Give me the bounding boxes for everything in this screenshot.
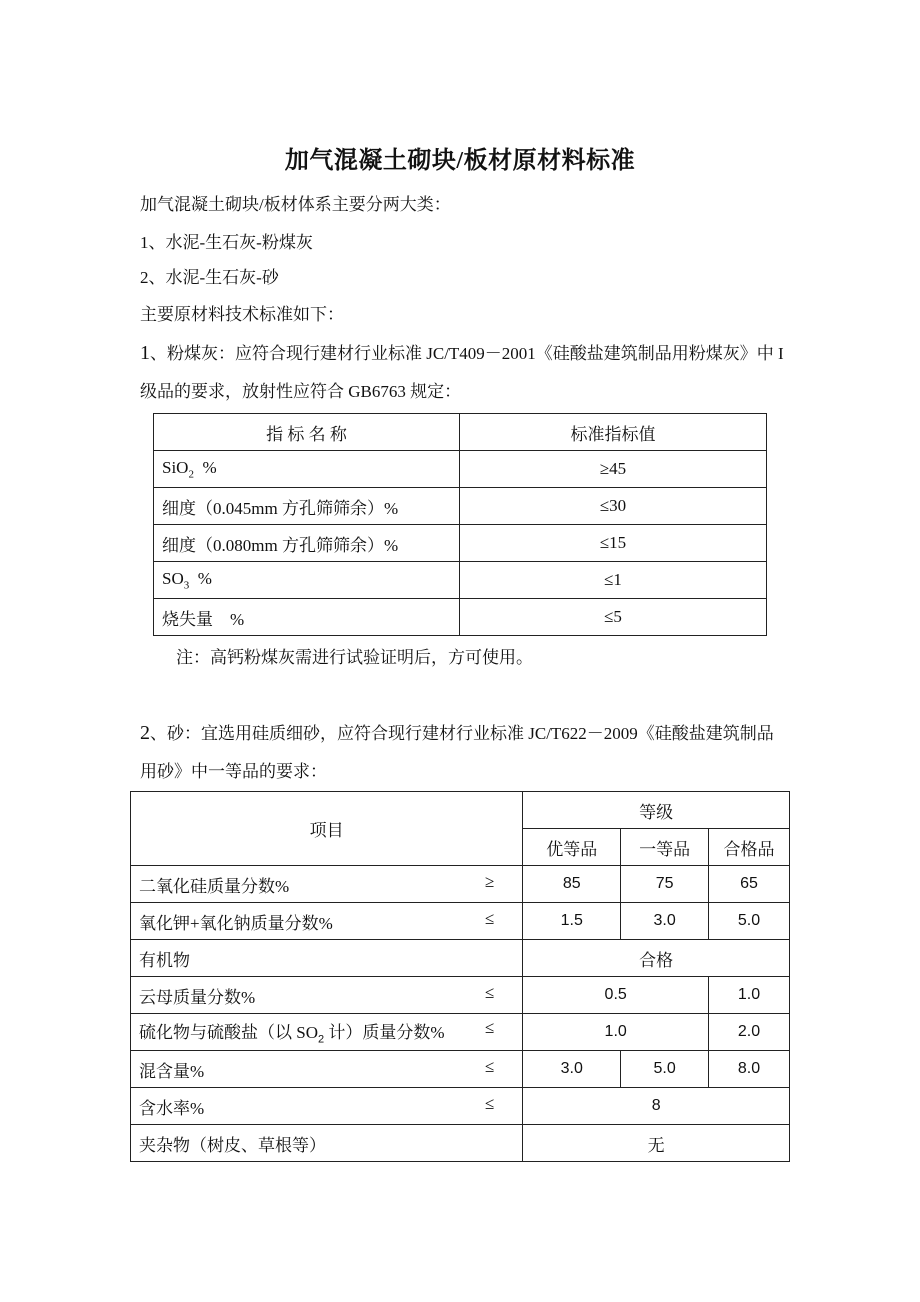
value-first: 5.0 <box>621 1051 709 1088</box>
row-label-cell: 夹杂物（树皮、草根等） <box>131 1125 523 1162</box>
section1-note: 注：高钙粉煤灰需进行试验证明后，方可使用。 <box>176 648 533 667</box>
page-title: 加气混凝土砌块/板材原材料标准 <box>284 148 636 174</box>
row-label-cell: 混含量% ≤ <box>131 1051 523 1088</box>
value-superior: 3.0 <box>523 1051 621 1088</box>
section2-paragraph <box>140 714 785 791</box>
table-row <box>131 1014 790 1051</box>
table-row <box>154 525 767 562</box>
value-superior: 85 <box>523 866 621 903</box>
section1-number: 1 <box>140 342 150 364</box>
table-row <box>154 451 767 488</box>
header-grade-qualified: 合格品 <box>709 829 790 866</box>
section1-paragraph <box>140 334 785 411</box>
table-header-row <box>131 792 790 829</box>
row-label-cell: 二氧化硅质量分数% ≥ <box>131 866 523 903</box>
value-superior-first: 1.0 <box>523 1014 709 1051</box>
row-label-cell: 云母质量分数% ≤ <box>131 977 523 1014</box>
table-header-row <box>154 414 767 451</box>
header-standard-value: 标准指标值 <box>460 414 767 451</box>
row-name: $SO_3$ % <box>154 562 460 599</box>
row-name: 细度（0.080mm 方孔筛筛余）% <box>154 525 460 562</box>
section2-text: 、砂：宜选用硅质细砂，应符合现行建材行业标准 JC/T622－2009《硅酸盐建筑制品用砂》中一等品的要求： <box>140 724 774 781</box>
table-row <box>154 488 767 525</box>
value-all-grades: 合格 <box>523 940 790 977</box>
row-name: SiO$_2$ % <box>154 451 460 488</box>
list-item-2: 2、水泥-生石灰-砂 <box>140 268 279 287</box>
row-label-cell: 硫化物与硫酸盐（以 $SO_2$ 计）质量分数% ≤ <box>131 1014 523 1051</box>
row-value: ≤15 <box>460 525 767 562</box>
row-value: ≤1 <box>460 562 767 599</box>
table-row <box>131 1088 790 1125</box>
value-all-grades: 无 <box>523 1125 790 1162</box>
table-row <box>131 940 790 977</box>
row-label-cell: 含水率% ≤ <box>131 1088 523 1125</box>
header-index-name: 指 标 名 称 <box>154 414 460 451</box>
header-item: 项目 <box>131 792 523 866</box>
sand-table <box>130 791 790 1162</box>
row-value: ≤5 <box>460 599 767 636</box>
row-name: 烧失量 % <box>154 599 460 636</box>
value-first: 75 <box>621 866 709 903</box>
value-qualified: 1.0 <box>709 977 790 1014</box>
table-row <box>131 1051 790 1088</box>
value-qualified: 2.0 <box>709 1014 790 1051</box>
section2-number: 2 <box>140 722 150 744</box>
row-value: ≥45 <box>460 451 767 488</box>
fly-ash-table <box>153 413 767 636</box>
value-qualified: 8.0 <box>709 1051 790 1088</box>
table-row <box>131 1125 790 1162</box>
section1-text: 、粉煤灰：应符合现行建材行业标准 JC/T409－2001《硅酸盐建筑制品用粉煤灰》中 I 级品的要求，放射性应符合 GB6763 规定： <box>140 344 784 401</box>
table-row <box>154 562 767 599</box>
lead-text: 主要原材料技术标准如下： <box>140 305 344 324</box>
table-row <box>131 977 790 1014</box>
row-name: 细度（0.045mm 方孔筛筛余）% <box>154 488 460 525</box>
value-all-grades: 8 <box>523 1088 790 1125</box>
table-row <box>131 866 790 903</box>
value-superior-first: 0.5 <box>523 977 709 1014</box>
table-row <box>154 599 767 636</box>
row-label-cell: 有机物 <box>131 940 523 977</box>
value-qualified: 65 <box>709 866 790 903</box>
row-value: ≤30 <box>460 488 767 525</box>
value-qualified: 5.0 <box>709 903 790 940</box>
header-grade-superior: 优等品 <box>523 829 621 866</box>
header-grade: 等级 <box>523 792 790 829</box>
header-grade-first: 一等品 <box>621 829 709 866</box>
table-row <box>131 903 790 940</box>
row-label-cell: 氧化钾+氧化钠质量分数% ≤ <box>131 903 523 940</box>
value-superior: 1.5 <box>523 903 621 940</box>
list-item-1: 1、水泥-生石灰-粉煤灰 <box>140 233 313 252</box>
value-first: 3.0 <box>621 903 709 940</box>
intro-text: 加气混凝土砌块/板材体系主要分两大类： <box>140 195 451 214</box>
